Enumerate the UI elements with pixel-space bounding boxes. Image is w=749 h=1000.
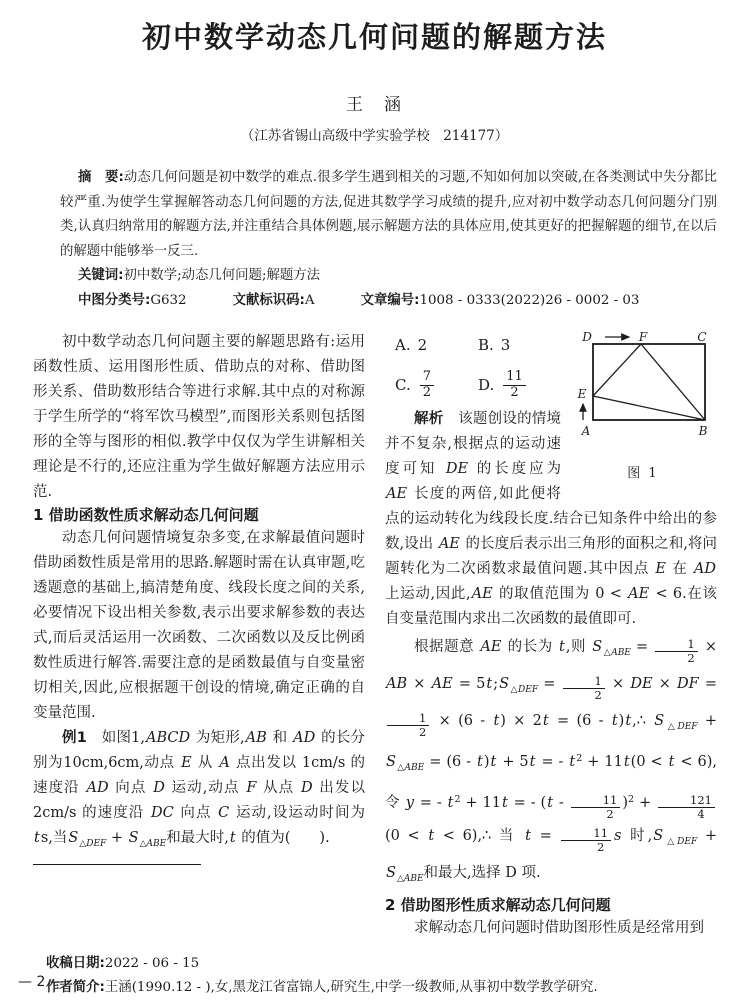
math-variable: S (128, 830, 139, 846)
math-subscript: △DEF (79, 839, 107, 849)
math-variable: AD (86, 780, 109, 796)
example1-paragraph: 例1 如图1,ABCD 为矩形,AB 和 AD 的长分别为10cm,6cm,动点 E 从 A 点出发以 1cm/s 的速度沿 AD 向点 D 运动,动点 F 从点 D 出发以 2cm/s 的速度沿 DC 向点 C 运动,设运动时间为 ts,当$S_{\triangle DEF} + S_{\triangle ABE}$和最大时,t 的值为( ). (33, 730, 366, 849)
math-variable: t (447, 794, 454, 811)
math-variable: y (405, 794, 414, 811)
received-date-value: 2022 - 06 - 15 (104, 956, 200, 972)
figure1-caption: 图 1 (627, 466, 659, 481)
received-date-label: 收稿日期: (46, 956, 105, 972)
doc-code-label: 文献标识码: (232, 292, 305, 308)
option-b-value: 3 (500, 336, 511, 354)
math-subscript: △ABE (139, 839, 167, 849)
option-d-denominator: 2 (503, 385, 526, 401)
figure1-label-c: C (697, 330, 707, 344)
two-column-layout (33, 330, 717, 941)
math-fraction: $\frac{121}{4}$ (658, 794, 715, 821)
solution-math-paragraph: 根据题意 AE 的长为 t,则 $S_{\triangle ABE}$ = $\frac{1}{2}$ × AB × AE = $5t;S_{\triangle DEF}$ = $\frac{1}{2}$ × DE × DF = $\frac{1}{2}$ × (6 - t) × 2t = (6 - t)t,∴ $S_{\triangle DEF} + S_{\triangle ABE} = (6 - t)t + 5t$ = - $t^2 + 11t(0 < t < 6)$,令 y = - $t^2 + 11t$ = - (t - $\frac{11}{2}$ )$^2$ + $\frac{121}{4}$ (0 < t < 6),∴ 当 t = $\frac{11}{2}$ s 时$,S_{\triangle DEF} + S_{\triangle ABE}$和最大,选择 D 项. (385, 636, 718, 885)
keywords-text: 初中数学;动态几何问题;解题方法 (123, 268, 321, 283)
figure1-label-a: A (581, 424, 591, 438)
abstract-text: 动态几何问题是初中数学的难点.很多学生遇到相关的习题,不知如何加以突破,在各类测试中失分都比较严重.为使学生掌握解答动态几何问题的方法,促进其数学学习成绩的提升,应对初中数学动态几何问题分门别类,认真归纳常用的解题方法,并注重结合具体例题,展示解题方法的具体应用,使其更好的把握解题的细节,在以后的解题中能够举一反三. (60, 170, 717, 259)
math-variable: S (653, 828, 664, 845)
math-superscript: 2 (454, 793, 461, 805)
math-variable: AD (293, 730, 316, 746)
math-superscript: 2 (628, 793, 635, 805)
article-id-label: 文章编号: (360, 292, 420, 308)
figure1-drawing (569, 330, 717, 440)
math-variable: AE (438, 535, 460, 552)
section2-paragraph: 求解动态几何问题时借助图形性质是经常用到 (414, 920, 704, 937)
options-row-1 (395, 333, 561, 358)
right-column (385, 330, 717, 941)
math-variable: t (542, 712, 549, 729)
math-variable: t (229, 830, 236, 846)
math-fraction: $\frac{11}{2}$ (561, 827, 611, 854)
author-bio-line (46, 976, 717, 1000)
math-variable: S (386, 753, 396, 770)
footer-notes (46, 952, 717, 1000)
author-bio-value: 王涵(1990.12 - ),女,黑龙江省富锦人,研究生,中学一级教师,从事初中数学教学研究. (104, 980, 598, 996)
math-variable: S (68, 830, 79, 846)
page-title: 初中数学动态几何问题的解题方法 (141, 20, 607, 54)
option-c-numerator: 7 (422, 369, 431, 384)
option-d-numerator: 11 (506, 369, 523, 384)
math-variable: E (181, 755, 192, 771)
math-variable: DE (445, 460, 469, 477)
math-variable: t (501, 794, 508, 811)
math-variable: t (668, 753, 675, 770)
math-variable: AE (471, 585, 493, 602)
meta-block (60, 166, 717, 313)
math-variable: D (300, 780, 313, 796)
author-affiliation: （江苏省锡山高级中学实验学校 214177） (240, 128, 509, 144)
math-variable: A (219, 755, 230, 771)
option-b (478, 333, 561, 358)
figure1-label-f: F (638, 330, 648, 344)
math-variable: t (569, 753, 576, 770)
figure1-label-e: E (577, 387, 587, 401)
figure1-label-d: D (582, 330, 592, 344)
doc-code-segment (233, 293, 315, 308)
figure1 (569, 330, 717, 486)
option-c-fraction (420, 370, 434, 401)
author-name: 王 涵 (346, 95, 403, 115)
math-variable: DC (150, 805, 174, 821)
figure1-label-b: B (698, 424, 708, 438)
math-variable: s (614, 828, 622, 845)
abstract-paragraph (60, 166, 717, 264)
clc-label: 中图分类号: (78, 292, 151, 308)
option-c (395, 370, 478, 401)
math-variable: E (655, 560, 667, 577)
footnote-separator (33, 864, 201, 865)
doc-code-value: A (304, 292, 315, 308)
math-variable: t (34, 830, 40, 846)
math-variable: t (547, 794, 554, 811)
analysis-paragraph: 解析 该题创设的情境并不复杂,根据点的运动速度可知 DE 的长度应为 AE 长度的两倍,如此便将点的运动转化为线段长度.结合已知条件中给出的参数,设出 AE 的长度后表示出三角形的面积之和,将问题转化为二次函数求最值问题.其中因点 E 在 AD 上运动,因此,AE 的取值范围为 0 < AE < 6.在该自变量范围内求出二次函数的最值即可. (385, 410, 718, 627)
classification-paragraph (60, 289, 717, 314)
math-fraction: $\frac{1}{2}$ (655, 638, 697, 665)
math-variable: AB (386, 675, 408, 692)
section1-heading: 1 借助函数性质求解动态几何问题 (33, 506, 259, 524)
bold-label: 解析 (414, 410, 444, 427)
math-variable: t (477, 753, 483, 770)
math-variable: t (558, 638, 565, 655)
math-variable: S (592, 638, 603, 655)
keywords-label: 关键词: (78, 268, 124, 283)
math-variable: S (499, 675, 510, 692)
author-bio-label: 作者简介: (46, 980, 105, 996)
option-d (478, 370, 561, 401)
math-variable: AE (431, 675, 453, 692)
math-variable: t (490, 753, 497, 770)
math-variable: DF (677, 675, 699, 692)
math-variable: ABCD (145, 730, 191, 746)
option-a (395, 333, 478, 358)
bold-label: 例1 (62, 730, 87, 746)
options-row-2 (395, 370, 561, 401)
option-a-value: 2 (417, 336, 428, 354)
option-c-denominator: 2 (420, 385, 434, 401)
math-subscript: △ABE (396, 874, 424, 885)
math-subscript: △DEF (665, 721, 698, 732)
math-variable: AD (693, 560, 717, 577)
math-fraction: $\frac{1}{2}$ (563, 675, 605, 702)
figure1-line-ef (593, 344, 641, 396)
math-variable: AE (480, 638, 502, 655)
math-variable: t (611, 712, 618, 729)
math-variable: t (529, 753, 536, 770)
left-column (33, 330, 365, 941)
option-b-label: B. (478, 336, 494, 354)
math-variable: t (493, 712, 500, 729)
math-variable: AE (628, 585, 650, 602)
option-a-label: A. (395, 336, 411, 354)
keywords-paragraph (60, 264, 717, 289)
math-subscript: △ABE (396, 762, 425, 773)
section1-paragraph: 动态几何问题情境复杂多变,在求解最值问题时借助函数性质是常用的思路.解题时需在认真审题,吃透题意的基础上,搞清楚角度、线段长度之间的关系,必要情况下设出相关参数,表示出要求解参数的表达式,而后灵活运用一次函数、二次函数以及反比例函数性质进行解答.需要注意的是函数最值与自变量密切相关,因此,应根据题干创设的情境,确定正确的自变量范围. (33, 530, 365, 721)
math-superscript: 2 (576, 752, 583, 764)
article-id-value: 1008 - 0333(2022)26 - 0002 - 03 (419, 292, 640, 308)
abstract-label: 摘 要: (78, 170, 124, 185)
math-variable: t (625, 712, 632, 729)
math-variable: S (654, 712, 665, 729)
math-subscript: △ABE (603, 647, 631, 658)
math-fraction: $\frac{1}{2}$ (387, 712, 429, 739)
math-subscript: △DEF (510, 684, 539, 695)
option-c-label: C. (395, 375, 411, 394)
clc-value: G632 (150, 292, 187, 308)
math-variable: F (246, 780, 257, 796)
intro-paragraph: 初中数学动态几何问题主要的解题思路有:运用函数性质、运用图形性质、借助点的对称、借助图形关系、借助数形结合等进行求解.其中点的对称源于学生所学的“将军饮马模型”,而图形关系则包括图形的全等与图形的相似.教学中仅仅为学生讲解相关理论是不行的,还应注重为学生做好解题方法应用示范. (33, 334, 365, 500)
math-variable: t (525, 828, 531, 845)
option-d-fraction (503, 370, 526, 401)
math-subscript: △DEF (664, 837, 698, 848)
math-variable: D (153, 780, 165, 796)
math-variable: S (386, 865, 396, 882)
math-variable: DE (630, 675, 653, 692)
math-variable: AE (386, 485, 408, 502)
math-variable: t (428, 828, 435, 845)
clc-segment (78, 293, 187, 308)
article-id-segment (361, 293, 640, 308)
received-date-line (46, 952, 717, 976)
math-variable: C (218, 805, 230, 821)
option-d-label: D. (478, 375, 495, 394)
math-fraction: $\frac{11}{2}$ (571, 794, 621, 821)
section2-heading: 2 借助图形性质求解动态几何问题 (385, 896, 611, 915)
math-variable: t (486, 675, 493, 692)
page-number: — 2 — (18, 974, 64, 990)
math-variable: t (623, 753, 630, 770)
math-variable: AB (245, 730, 267, 746)
